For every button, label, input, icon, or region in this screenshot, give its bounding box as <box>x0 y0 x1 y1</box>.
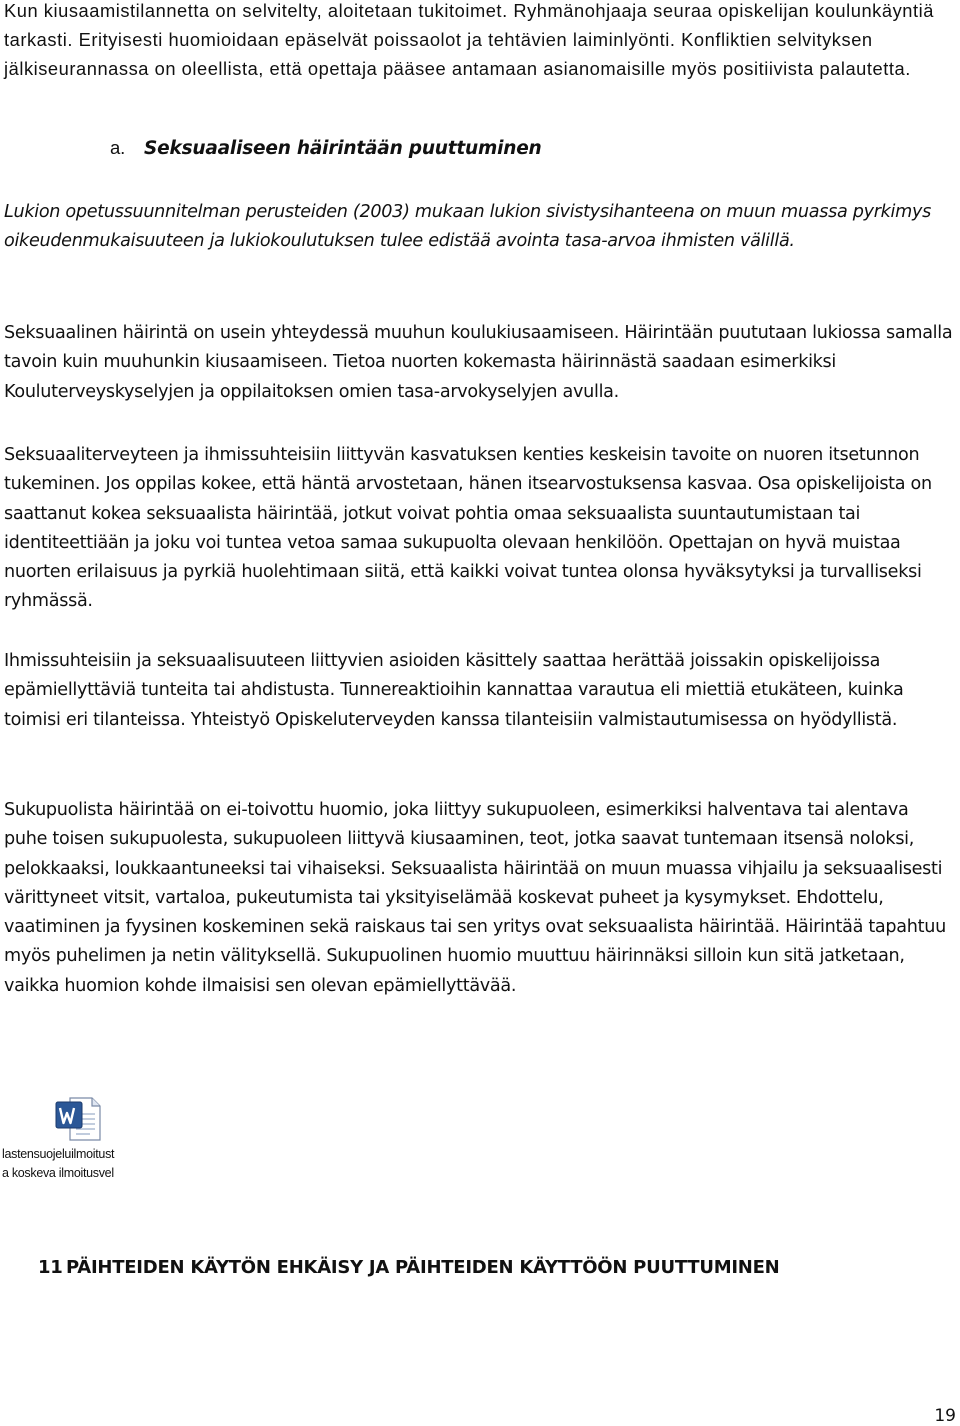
paragraph-curriculum: Lukion opetussuunnitelman perusteiden (2003) mukaan lukion sivistysihanteena on muun muassa pyrkimys oikeudenmukaisuuteen ja lukiokoulutuksen tulee edistää avointa tasa-arvoa ihmisten välillä. <box>4 202 931 252</box>
attachment-filename-line-1: lastensuojeluilmoitust <box>2 1147 115 1161</box>
chapter-heading <box>38 1257 779 1278</box>
intro-paragraph: Kun kiusaamistilannetta on selvitelty, aloitetaan tukitoimet. Ryhmänohjaaja seuraa opiskelijan koulunkäyntiä tarkasti. Erityisesti huomioidaan epäselvät poissaolot ja tehtävien laiminlyönti. Konfliktien selvityksen jälkiseurannassa on oleellista, että opettaja pääsee antamaan asianomaisille myös positiivista palautetta. <box>4 0 934 79</box>
page-number: 19 <box>934 1406 956 1426</box>
attachment-filename <box>2 1145 155 1183</box>
paragraph-harassment-definition: Sukupuolista häirintää on ei-toivottu huomio, joka liittyy sukupuoleen, esimerkiksi halventava tai alentava puhe toisen sukupuolesta, sukupuoleen liittyvä kiusaaminen, teot, jotka saavat tuntemaan itsensä noloksi, pelokkaaksi, loukkaantuneeksi tai vihaiseksi. Seksuaalista häirintää on muun muassa vihjailu ja seksuaalisesti värittyneet vitsit, vartaloa, pukeutumista tai yksityiselämää koskevat puheet ja kysymykset. Ehdottelu, vaatiminen ja fyysinen koskeminen sekä raiskaus tai sen yritys ovat seksuaalista häirintää. Häirintää tapahtuu myös puhelimen ja netin välityksellä. Sukupuolinen huomio muuttuu häirinnäksi silloin kun sitä jatketaan, vaikka huomion kohde ilmaisisi sen olevan epämiellyttävää. <box>4 800 946 996</box>
chapter-number: 11 <box>38 1257 63 1278</box>
section-title: Seksuaaliseen häirintään puuttuminen <box>144 138 542 159</box>
section-marker: a. <box>110 137 126 158</box>
attachment-filename-line-2: a koskeva ilmoitusvel <box>2 1166 114 1180</box>
paragraph-harassment-bullying: Seksuaalinen häirintä on usein yhteydessä muuhun koulukiusaamiseen. Häirintään puututaan lukiossa samalla tavoin kuin muuhunkin kiusaamiseen. Tietoa nuorten kokemasta häirinnästä saadaan esimerkiksi Kouluterveyskyselyjen ja oppilaitoksen omien tasa-arvokyselyjen avulla. <box>4 323 953 402</box>
section-heading <box>110 137 542 159</box>
chapter-title: PÄIHTEIDEN KÄYTÖN EHKÄISY JA PÄIHTEIDEN KÄYTTÖÖN PUUTTUMINEN <box>66 1257 780 1278</box>
paragraph-sexual-health-education: Seksuaaliterveyteen ja ihmissuhteisiin liittyvän kasvatuksen kenties keskeisin tavoite on nuoren itsetunnon tukeminen. Jos oppilas kokee, että häntä arvostetaan, hänen itsearvostuksensa kasvaa. Osa opiskelijoista on saattanut kokea seksuaalista häirintää, jotkut voivat pohtia omaa seksuaalista suuntautumistaan tai identiteettiään ja joku voi tuntea vetoa samaa sukupuolta olevaan henkilöön. Opettajan on hyvä muistaa nuorten erilaisuus ja pyrkiä huolehtimaan siitä, että kaikki voivat tuntea olonsa hyväksytyksi ja turvalliseksi ryhmässä. <box>4 445 932 612</box>
paragraph-emotional-reactions: Ihmissuhteisiin ja seksuaalisuuteen liittyvien asioiden käsittely saattaa herättää joissakin opiskelijoissa epämiellyttäviä tunteita tai ahdistusta. Tunnereaktioihin kannattaa varautua eli miettiä etukäteen, kuinka toimisi eri tilanteissa. Yhteistyö Opiskeluterveyden kanssa tilanteisiin valmistautumisessa on hyödyllistä. <box>4 651 904 730</box>
word-document-icon[interactable] <box>54 1096 102 1142</box>
